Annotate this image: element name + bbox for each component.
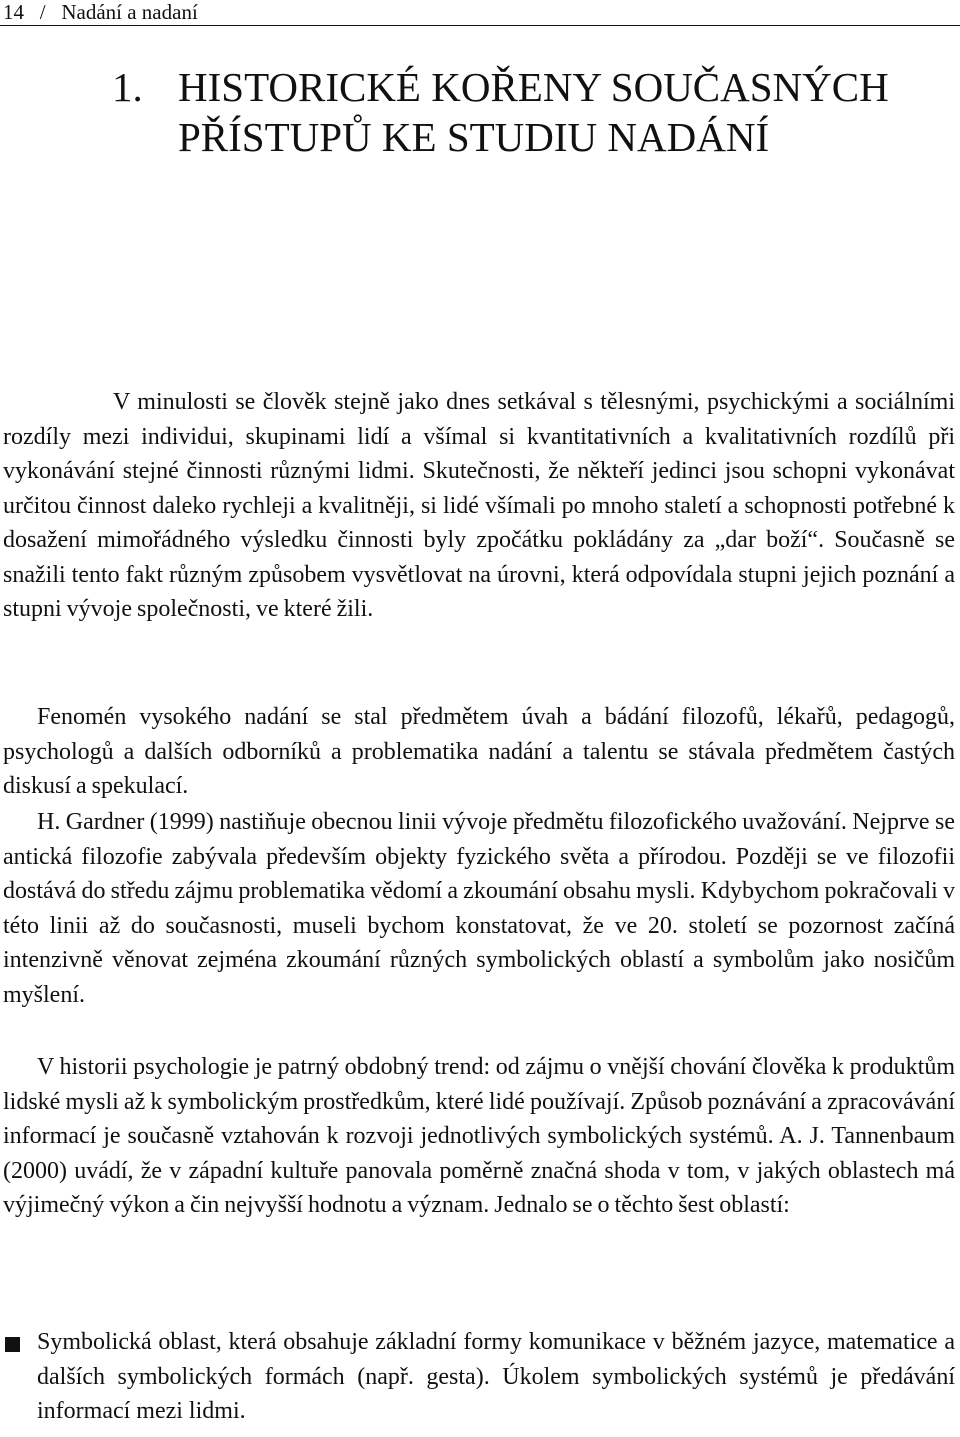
- paragraph-2: Fenomén vysokého nadání se stal předmětem úvah a bádání filozofů, lékařů, pedagogů, psychologů a dalších odborníků a problematika nadání a talentu se stávala předmětem častých diskusí a spekulací.: [3, 704, 955, 799]
- paragraph-1: V minulosti se člověk stejně jako dnes setkával s tělesnými, psychickými a sociálními rozdíly mezi individui, skupinami lidí a všímal si kvantitativních a kvalitativních rozdílů při vykonávání stejné činnosti různými lidmi. Skutečnosti, že někteří jedinci jsou schopni vykonávat určitou činnost daleko rychleji a kvalitněji, si lidé všímali po mnoho staletí a schopnosti potřebné k dosažení mimořádného výsledku činnosti byly zpočátku pokládány za „dar boží“. Současně se snažili tento fakt různým způsobem vysvětlovat na úrovni, která odpovídala stupni jejich poznání a stupni vývoje společnosti, ve které žili.: [3, 389, 955, 622]
- running-header: [0, 0, 960, 27]
- running-title: Nadání a nadaní: [61, 0, 198, 24]
- bullet-text: Symbolická oblast, která obsahuje základní formy komunikace v běžném jazyce, matematice a dalších symbolických formách (např. gesta). Úkolem symbolických systémů je předávání informací mezi lidmi.: [37, 1329, 955, 1424]
- chapter-title-line2: PŘÍSTUPŮ KE STUDIU NADÁNÍ: [178, 114, 770, 160]
- header-rule: [0, 25, 960, 26]
- chapter-title: [112, 62, 952, 162]
- header-text: [3, 0, 198, 24]
- paragraph-4: V historii psychologie je patrný obdobný trend: od zájmu o vnější chování člověka k produktům lidské mysli až k symbolickým prostředkům, které lidé používají. Způsob poznávání a zpracovávání informací je současně vztahován k rozvoji jednotlivých symbolických systémů. A. J. Tannenbaum (2000) uvádí, že v západní kultuře panovala poměrně značná shoda v tom, v jakých oblastech má výjimečný výkon a čin nejvyšší hodnotu a význam. Jednalo se o těchto šest oblastí:: [3, 1054, 955, 1218]
- page-number: 14: [3, 0, 24, 24]
- square-bullet-icon: [5, 1337, 20, 1352]
- chapter-title-line1: HISTORICKÉ KOŘENY SOUČASNÝCH: [178, 64, 889, 110]
- paragraph-3: H. Gardner (1999) nastiňuje obecnou linii vývoje předmětu filozofického uvažování. Nejprve se antická filozofie zabývala především objekty fyzického světa a přírodou. Později se ve filozofii dostává do středu zájmu problematika vědomí a zkoumání obsahu mysli. Kdybychom pokračovali v této linii až do současnosti, museli bychom konstatovat, že ve 20. století se pozornost začíná intenzivně věnovat zejména zkoumání různých symbolických oblastí a symbolům jako nosičům myšlení.: [3, 809, 955, 1008]
- chapter-number: 1.: [112, 64, 143, 110]
- header-separator: /: [39, 0, 46, 24]
